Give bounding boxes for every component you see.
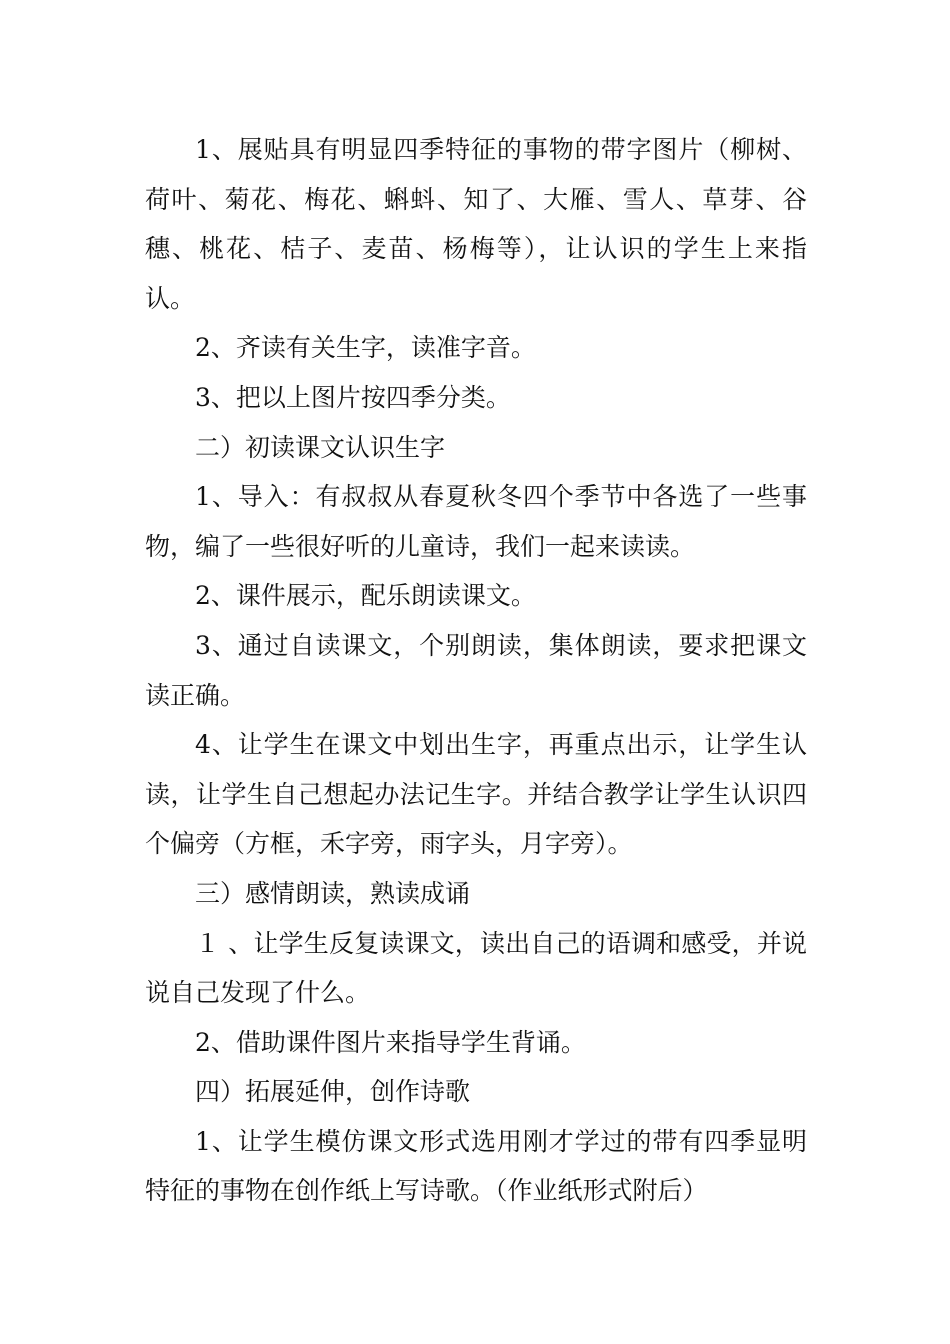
paragraph-intro: 1、导入：有叔叔从春夏秋冬四个季节中各选了一些事物，编了一些很好听的儿童诗，我们一起来读读。 bbox=[145, 482, 807, 561]
section-heading-3: 三）感情朗读，熟读成诵 bbox=[195, 878, 471, 908]
document-body bbox=[145, 125, 807, 1216]
paragraph-step-1-pictures: 1、展贴具有明显四季特征的事物的带字图片（柳树、荷叶、菊花、梅花、蝌蚪、知了、大雁、雪人、草芽、谷穗、桃花、桔子、麦苗、杨梅等），让认识的学生上来指认。 bbox=[145, 135, 807, 313]
paragraph-step-2-read-characters: 2、齐读有关生字，读准字音。 bbox=[195, 333, 536, 363]
paragraph-step-3-classify: 3、把以上图片按四季分类。 bbox=[195, 382, 511, 412]
paragraph-repeat-reading: １ 、让学生反复读课文，读出自己的语调和感受，并说说自己发现了什么。 bbox=[145, 928, 807, 1008]
paragraph-write-poems: 1、让学生模仿课文形式选用刚才学过的带有四季显明特征的事物在创作纸上写诗歌。（作业纸形式附后） bbox=[145, 1126, 807, 1206]
paragraph-courseware: 2、课件展示，配乐朗读课文。 bbox=[195, 581, 536, 611]
paragraph-new-characters: 4、让学生在课文中划出生字，再重点出示，让学生认读，让学生自己想起办法记生字。并结合教学让学生认识四个偏旁（方框，禾字旁，雨字头，月字旁）。 bbox=[145, 730, 807, 859]
section-heading-4: 四）拓展延伸，创作诗歌 bbox=[195, 1077, 471, 1107]
paragraph-recitation: 2、借助课件图片来指导学生背诵。 bbox=[195, 1027, 586, 1057]
section-heading-2: 二）初读课文认识生字 bbox=[195, 432, 446, 462]
paragraph-self-reading: 3、通过自读课文，个别朗读，集体朗读，要求把课文读正确。 bbox=[145, 630, 807, 710]
